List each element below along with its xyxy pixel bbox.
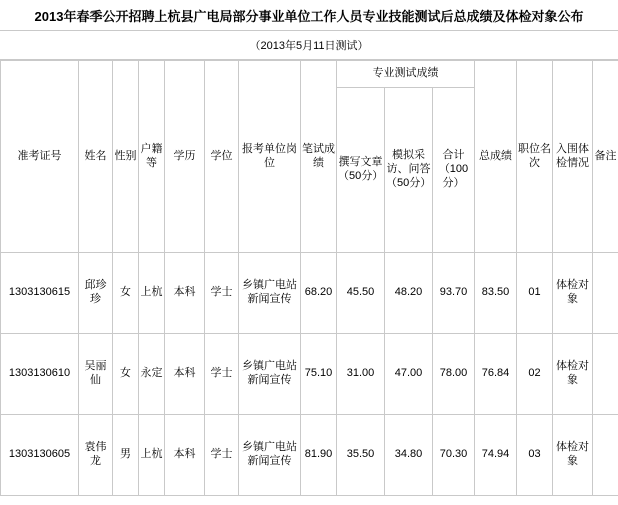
cell-remark — [593, 334, 618, 415]
cell-writing-score: 45.50 — [337, 253, 385, 334]
cell-shortlist: 体检对象 — [553, 334, 593, 415]
cell-gender: 男 — [113, 415, 139, 496]
cell-degree: 学士 — [205, 334, 239, 415]
document-title-bar — [0, 0, 618, 31]
cell-subtotal-score: 93.70 — [433, 253, 475, 334]
cell-writing-score: 31.00 — [337, 334, 385, 415]
cell-rank: 03 — [517, 415, 553, 496]
cell-unit-post: 乡镇广电站新闻宣传 — [239, 253, 301, 334]
header-writing-score: 撰写文章（50分） — [337, 88, 385, 253]
cell-household: 上杭 — [139, 415, 165, 496]
cell-rank: 02 — [517, 334, 553, 415]
header-total-score: 总成绩 — [475, 61, 517, 253]
cell-shortlist: 体检对象 — [553, 253, 593, 334]
header-education: 学历 — [165, 61, 205, 253]
cell-exam-id: 1303130610 — [1, 334, 79, 415]
header-unit-post: 报考单位岗位 — [239, 61, 301, 253]
table-row — [1, 334, 618, 415]
header-written-score: 笔试成绩 — [301, 61, 337, 253]
cell-exam-id: 1303130605 — [1, 415, 79, 496]
page-title: 2013年春季公开招聘上杭县广电局部分事业单位工作人员专业技能测试后总成绩及体检对象公布 — [34, 8, 584, 24]
table-row — [1, 253, 618, 334]
cell-name: 袁伟龙 — [79, 415, 113, 496]
cell-unit-post: 乡镇广电站新闻宣传 — [239, 415, 301, 496]
cell-remark — [593, 253, 618, 334]
cell-degree: 学士 — [205, 253, 239, 334]
header-rank: 职位名次 — [517, 61, 553, 253]
cell-written-score: 68.20 — [301, 253, 337, 334]
cell-household: 永定 — [139, 334, 165, 415]
header-simulation-score: 模拟采访、问答（50分） — [385, 88, 433, 253]
cell-writing-score: 35.50 — [337, 415, 385, 496]
header-degree: 学位 — [205, 61, 239, 253]
header-remark: 备注 — [593, 61, 618, 253]
cell-name: 吴丽仙 — [79, 334, 113, 415]
header-professional-test-group: 专业测试成绩 — [337, 61, 475, 88]
table-header — [1, 61, 618, 253]
cell-simulation-score: 48.20 — [385, 253, 433, 334]
cell-total-score: 76.84 — [475, 334, 517, 415]
header-exam-id: 准考证号 — [1, 61, 79, 253]
cell-total-score: 74.94 — [475, 415, 517, 496]
cell-gender: 女 — [113, 253, 139, 334]
cell-subtotal-score: 78.00 — [433, 334, 475, 415]
cell-remark — [593, 415, 618, 496]
cell-simulation-score: 34.80 — [385, 415, 433, 496]
cell-degree: 学士 — [205, 415, 239, 496]
cell-written-score: 75.10 — [301, 334, 337, 415]
results-table — [0, 60, 618, 496]
cell-unit-post: 乡镇广电站新闻宣传 — [239, 334, 301, 415]
cell-education: 本科 — [165, 415, 205, 496]
cell-education: 本科 — [165, 334, 205, 415]
cell-total-score: 83.50 — [475, 253, 517, 334]
header-subtotal-score: 合计（100分） — [433, 88, 475, 253]
header-name: 姓名 — [79, 61, 113, 253]
cell-household: 上杭 — [139, 253, 165, 334]
page-subtitle: （2013年5月11日测试） — [249, 40, 369, 52]
header-shortlist: 入围体检情况 — [553, 61, 593, 253]
header-household: 户籍等 — [139, 61, 165, 253]
cell-gender: 女 — [113, 334, 139, 415]
cell-subtotal-score: 70.30 — [433, 415, 475, 496]
header-gender: 性别 — [113, 61, 139, 253]
cell-written-score: 81.90 — [301, 415, 337, 496]
cell-shortlist: 体检对象 — [553, 415, 593, 496]
table-row — [1, 415, 618, 496]
table-body — [1, 253, 618, 496]
cell-education: 本科 — [165, 253, 205, 334]
document-subtitle-bar — [0, 31, 618, 60]
cell-rank: 01 — [517, 253, 553, 334]
table-header-group-row — [1, 61, 618, 88]
cell-name: 邱珍珍 — [79, 253, 113, 334]
cell-exam-id: 1303130615 — [1, 253, 79, 334]
cell-simulation-score: 47.00 — [385, 334, 433, 415]
